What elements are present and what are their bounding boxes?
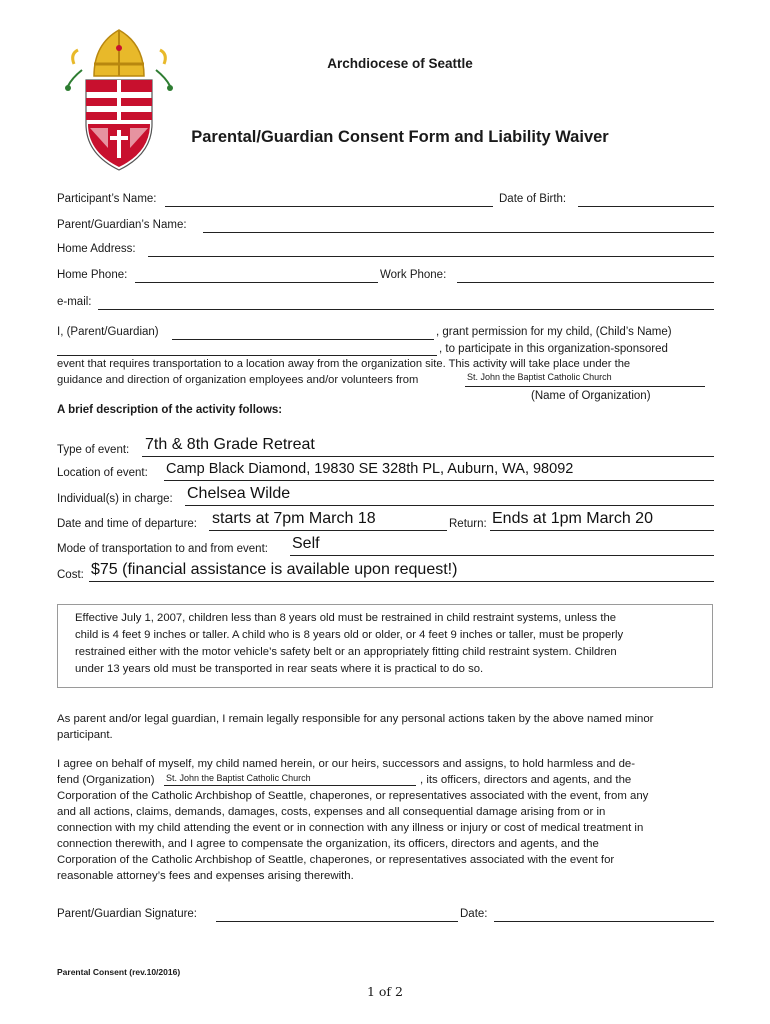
notice-line: Effective July 1, 2007, children less than 8 years old must be restrained in child restraint systems, unless the [75, 612, 617, 624]
parent-name-label: Parent/Guardian’s Name: [57, 219, 187, 231]
notice-line: restrained either with the motor vehicle’s safety belt or an appropriately fitting child restraint system. Children [75, 646, 617, 658]
signature-field[interactable] [216, 921, 458, 922]
organization-name-value[interactable]: St. John the Baptist Catholic Church [467, 372, 612, 382]
parent-name-field[interactable] [203, 232, 714, 233]
home-address-label: Home Address: [57, 243, 136, 255]
waiver-paragraph [57, 756, 717, 884]
permission-intro-label: I, (Parent/Guardian) [57, 326, 159, 338]
departure-line [209, 530, 447, 531]
form-title: Parental/Guardian Consent Form and Liability Waiver [191, 128, 609, 146]
departure-value[interactable]: starts at 7pm March 18 [212, 510, 376, 527]
return-value[interactable]: Ends at 1pm March 20 [492, 510, 653, 527]
waiver-fend-text: fend (Organization) [57, 774, 155, 786]
transportation-line [290, 555, 714, 556]
home-phone-label: Home Phone: [57, 269, 128, 281]
permission-grant-text: , grant permission for my child, (Child’s Name) [436, 326, 672, 338]
in-charge-value[interactable]: Chelsea Wilde [187, 485, 291, 502]
child-restraint-notice-text [75, 610, 695, 678]
activity-heading: A brief description of the activity follows: [57, 404, 283, 416]
page-number: 1 of 2 [366, 984, 403, 999]
organization-name-caption: (Name of Organization) [531, 390, 651, 402]
cost-label: Cost: [57, 569, 84, 581]
waiver-line: connection therewith, and I agree to compensate the organization, its officers, directors and agents, and the [57, 838, 599, 850]
location-value[interactable]: Camp Black Diamond, 19830 SE 328th PL, Auburn, WA, 98092 [166, 461, 574, 477]
work-phone-field[interactable] [457, 282, 714, 283]
home-address-field[interactable] [148, 256, 714, 257]
cost-line [89, 581, 714, 582]
work-phone-label: Work Phone: [380, 269, 447, 281]
waiver-organization-value[interactable]: St. John the Baptist Catholic Church [166, 773, 311, 783]
waiver-officers-text: , its officers, directors and agents, and the [420, 774, 632, 786]
location-label: Location of event: [57, 467, 148, 479]
type-of-event-value[interactable]: 7th & 8th Grade Retreat [145, 436, 315, 453]
permission-line3: event that requires transportation to a location away from the organization site. This activity will take place under the [57, 358, 631, 370]
parent-guardian-name-field[interactable] [172, 339, 434, 340]
form-revision-footer: Parental Consent (rev.10/2016) [57, 967, 181, 977]
signature-label: Parent/Guardian Signature: [57, 908, 198, 920]
in-charge-line [185, 505, 714, 506]
waiver-line-org [57, 772, 717, 788]
participant-name-label: Participant’s Name: [57, 193, 157, 205]
organization-heading: Archdiocese of Seattle [327, 56, 473, 71]
departure-label: Date and time of departure: [57, 518, 197, 530]
transportation-label: Mode of transportation to and from event: [57, 543, 268, 555]
in-charge-label: Individual(s) in charge: [57, 493, 173, 505]
signature-date-label: Date: [460, 908, 488, 920]
notice-line: child is 4 feet 9 inches or taller. A child who is 8 years old or older, or 4 feet 9 inches or taller, must be properly [75, 629, 624, 641]
return-label: Return: [449, 518, 487, 530]
waiver-line: reasonable attorney’s fees and expenses arising therewith. [57, 870, 354, 882]
date-of-birth-label: Date of Birth: [499, 193, 567, 205]
type-of-event-line [142, 456, 714, 457]
responsibility-paragraph [57, 711, 717, 743]
permission-line4: guidance and direction of organization employees and/or volunteers from [57, 374, 419, 386]
responsibility-line: As parent and/or legal guardian, I remain legally responsible for any personal actions taken by the above named minor [57, 713, 654, 725]
permission-participate-text: , to participate in this organization-sponsored [439, 343, 668, 355]
waiver-line: and all actions, claims, demands, damages, costs, expenses and all consequential damage arising from or in [57, 806, 606, 818]
signature-date-field[interactable] [494, 921, 714, 922]
home-phone-field[interactable] [135, 282, 378, 283]
cost-value[interactable]: $75 (financial assistance is available upon request!) [91, 561, 458, 578]
archdiocese-crest-logo [64, 24, 174, 172]
organization-name-line [465, 386, 705, 387]
waiver-line: Corporation of the Catholic Archbishop of Seattle, chaperones, or representatives associated with the event, from any [57, 790, 649, 802]
type-of-event-label: Type of event: [57, 444, 130, 456]
responsibility-line: participant. [57, 729, 113, 741]
waiver-organization-line [164, 785, 416, 786]
waiver-line: connection with my child attending the event or in connection with any illness or injury or cost of medical treatment in [57, 822, 644, 834]
return-line [490, 530, 714, 531]
child-name-field[interactable] [57, 355, 437, 356]
email-label: e-mail: [57, 296, 92, 308]
email-field[interactable] [98, 309, 714, 310]
notice-line: under 13 years old must be transported in rear seats where it is practical to do so. [75, 663, 484, 675]
waiver-line: Corporation of the Catholic Archbishop of Seattle, chaperones, or representatives associated with the event for [57, 854, 615, 866]
date-of-birth-field[interactable] [578, 206, 714, 207]
location-line [164, 480, 714, 481]
waiver-line: I agree on behalf of myself, my child named herein, or our heirs, successors and assigns, to hold harmless and de- [57, 758, 636, 770]
transportation-value[interactable]: Self [292, 535, 320, 552]
participant-name-field[interactable] [165, 206, 493, 207]
